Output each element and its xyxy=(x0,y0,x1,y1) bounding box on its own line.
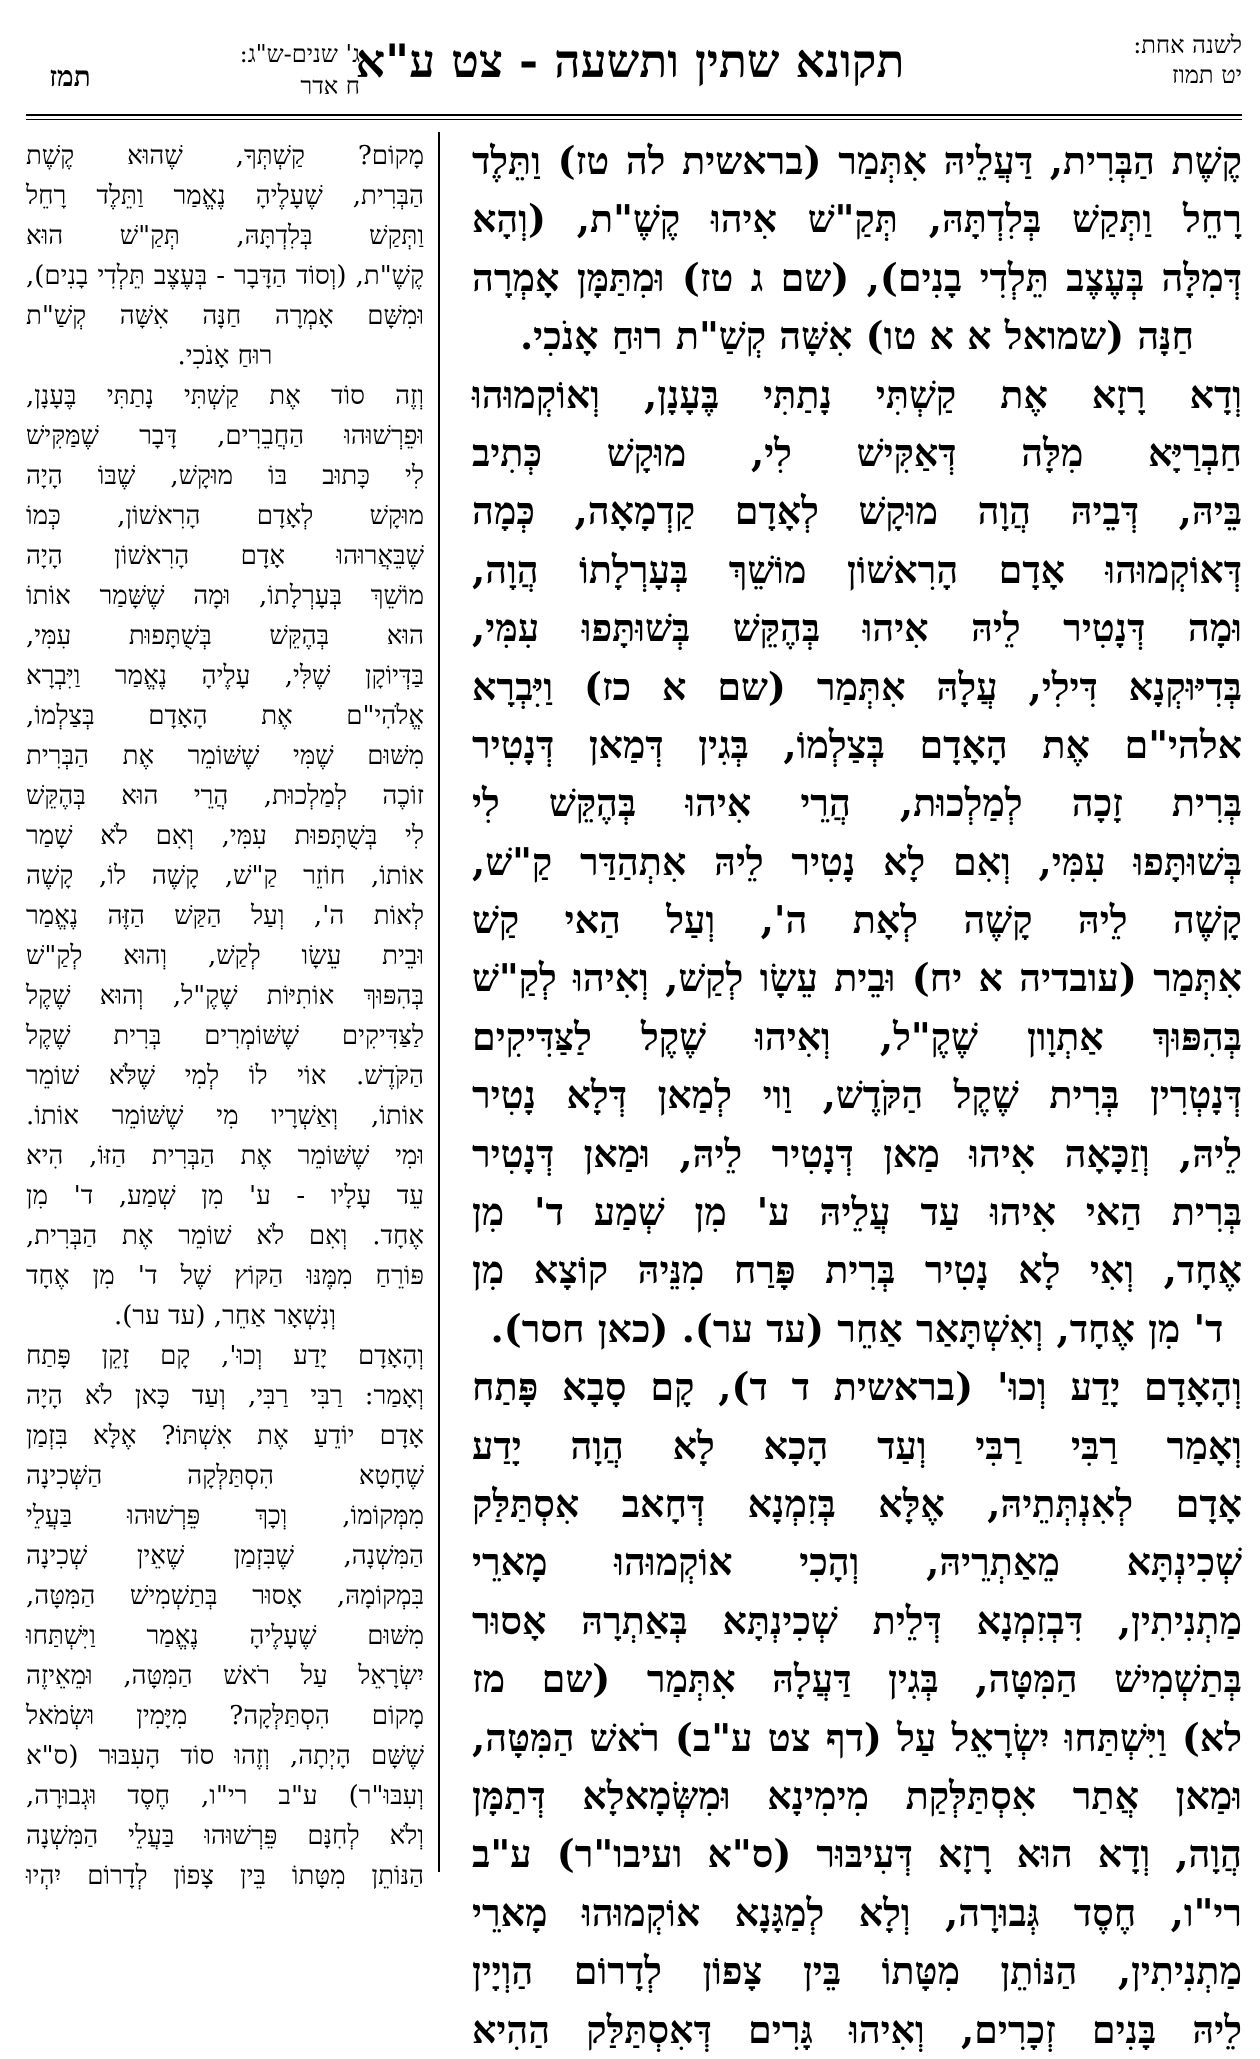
side-line: שֶׁשָּׁם הָיְתָה, וְזֶהוּ סוֹד הָעִבּוּר (ס"א xyxy=(26,1741,424,1771)
side-line: לַצַּדִּיקִים שֶׁשּׁוֹמְרִים בְּרִית שֶׁקֶל xyxy=(26,1021,424,1051)
header-date-one-year xyxy=(1012,30,1242,110)
side-line: קֶשֶׁ"ת, (וְסוֹד הַדָּבָר - בְּעֶצֶב תֵּלְדִי בָנִים), xyxy=(26,261,424,291)
side-line: הַקֹּדֶשׁ. אוֹי לוֹ לְמִי שֶׁלֹּא שׁוֹמֵר xyxy=(26,1061,424,1091)
main-line: וּמַאן אֲתַר אִסְתַּלְּקַת מִימִינָא וּמִשְּׂמָאלָא דְּתַמָּן xyxy=(472,1772,1242,1818)
side-line: זוֹכֶה לְמַלְכוּת, הֲרֵי הוּא בְּהֶקֵּשׁ xyxy=(26,781,424,811)
main-line: אֶחָד, וְאִי לָא נָטִיר בְּרִית פָּרַח מִנֵּיהּ קוֹצָא מִן xyxy=(472,1247,1242,1293)
header-cycle-label: לשנה אחת: xyxy=(1133,31,1242,59)
main-line: בְּתַשְׁמִישׁ הַמִּטָּה, בְּגִין דַּעֲלָהּ אִתְּמַר (שם מז xyxy=(472,1656,1242,1702)
side-line: לִי כָּתוּב בּוֹ מוּקָשׁ, שֶׁבּוֹ הָיָה xyxy=(26,461,424,491)
commentary-column xyxy=(26,136,424,1891)
main-line: בְּרִית זָכָה לְמַלְכוּת, הֲרֵי אִיהוּ בְּהֶקֵּשׁ לִי xyxy=(472,780,1242,826)
main-line: בְּשׁוּתָּפוּ עִמִּי, וְאִם לָא נָטִיר לֵיהּ אִתְהַדַּר קַ"שׁ, xyxy=(472,838,1242,884)
main-line: חַבְרַיָּא מִלָּה דְּאַקִּישׁ לִי, מוּקָשׁ כְּתִיב xyxy=(472,429,1242,475)
column-divider xyxy=(438,132,440,1872)
side-line: וְזֶה סוֹד אֶת קַשְׁתִּי נָתַתִּי בֶּעָנָן, xyxy=(26,381,424,411)
main-line: אָדָם לְאִנְתְּתֵיהּ, אֶלָּא בְּזִמְנָא דְּחָאב אִסְתַּלַּק xyxy=(472,1480,1242,1526)
main-line: וְדָא רָזָא אֶת קַשְׁתִּי נָתַתִּי בֶּעָנָן, וְאוֹקְמוּהוּ xyxy=(472,371,1242,417)
main-line: וְהָאָדָם יָדַע וְכוּ' (בראשית ד ד), קָם סָבָא פָּתַח xyxy=(472,1364,1242,1410)
side-line: מוּקָשׁ לְאָדָם הָרִאשׁוֹן, כְּמוֹ xyxy=(26,501,424,531)
header-cycle-label: ג' שנים-ש"ג: xyxy=(239,40,360,68)
side-line: מָקוֹם? קַשְׁתְּךָ, שֶׁהוּא קֶשֶׁת xyxy=(26,141,424,171)
side-line: וְעִבּוּ"ר) ע"ב רי"ו, חֶסֶד וּגְבוּרָה, xyxy=(26,1781,424,1811)
side-line: וּפֵרְשׁוּהוּ הַחֲבֵרִים, דָּבָר שֶׁמַּקִּישׁ xyxy=(26,421,424,451)
side-line: שֶׁבֵּאֲרוּהוּ אָדָם הָרִאשׁוֹן הָיָה xyxy=(26,541,424,571)
main-line: בְּהִפּוּךְ אַתְוָון שֶׁקֶ"ל, וְאִיהוּ שֶׁקֶל לַצַּדִּיקִים xyxy=(472,1013,1242,1059)
main-line: בְּרִית הַאי אִיהוּ עַד עֲלֵיהּ ע' מִן שְׁמַע ד' מִן xyxy=(472,1189,1242,1235)
main-line: בֵּיהּ, דְּבֵיהּ הֲוָה מוּקָשׁ לְאָדָם קַדְמָאָה, כְּמָה xyxy=(472,488,1242,534)
side-line: מִשּׁוּם שֶׁמִּי שֶׁשּׁוֹמֵר אֶת הַבְּרִית xyxy=(26,741,424,771)
header-date: ח אדר xyxy=(300,72,360,100)
side-line: לִי בְּשֻׁתָּפוּת עִמִּי, וְאִם לֹא שָׁמַר xyxy=(26,821,424,851)
main-line: הֲוָה, וְדָא הוּא רָזָא דְּעִיבּוּר (ס"א ועיבו"ר) ע"ב xyxy=(472,1831,1242,1877)
side-line: מָקוֹם הִסְתַּלְּקָה? מִיָּמִין וּשְׂמֹאל xyxy=(26,1701,424,1731)
side-line: בִּמְקוֹמָהּ, אָסוּר בְּתַשְׁמִישׁ הַמִּטָּה, xyxy=(26,1581,424,1611)
side-line: מִשּׁוּם שֶׁעָלֶיהָ נֶאֱמַר וַיִּשְׁתַּחוּ xyxy=(26,1621,424,1651)
main-line: דְּאוֹקְמוּהוּ אָדָם הָרִאשׁוֹן מוֹשֵׁךְ בְּעָרְלָתוֹ הֲוָה, xyxy=(472,546,1242,592)
side-line: אוֹתוֹ, חוֹזֵר קַ"שׁ, קָשֶׁה לוֹ, קָשֶׁה xyxy=(26,861,424,891)
side-line: בְּהִפּוּךְ אוֹתִיּוֹת שֶׁקֶ"ל, וְהוּא שֶׁקֶל xyxy=(26,981,424,1011)
side-line: הַמִּשְׁנָה, שֶׁבִּזְמַן שֶׁאֵין שְׁכִינָה xyxy=(26,1541,424,1571)
main-line: וּמָה דְּנָטִיר לֵיהּ אִיהוּ בְּהֶקֵּשׁ בְּשׁוּתָּפוּ עִמִּי, xyxy=(472,605,1242,651)
main-line: קֶשֶׁת הַבְּרִית, דַּעֲלֵיהּ אִתְּמַר (בראשית לה טז) וַתֵּלֶד xyxy=(472,138,1242,183)
header-date-three-years xyxy=(120,38,360,118)
side-line: הַנּוֹתֵן מִטָּתוֹ בֵּין צָפוֹן לְדָרוֹם יִהְיוּ xyxy=(26,1861,424,1891)
main-text-column xyxy=(472,132,1242,2052)
main-line: ד' מִן אֶחָד, וְאִשְׁתָּאַר אַחֵר (עד ער). (כאן חסר). xyxy=(490,1305,1224,1351)
main-line: מַתְנִיתִין, הַנּוֹתֵן מִטָּתוֹ בֵּין צָפוֹן לְדָרוֹם הַוְיָין xyxy=(472,1948,1242,1994)
page-number: תמז xyxy=(49,60,91,93)
main-line: דְּמִלָּה בְּעֶצֶב תֵּלְדִי בָנִים), (שם ג טז) וּמִתַּמָּן אָמְרָה xyxy=(472,254,1242,300)
side-line: הוּא בְּהֶקֵּשׁ בְּשֻׁתָּפוּת עִמִּי, xyxy=(26,621,424,651)
main-line: אלהי"ם אֶת הָאָדָם בְּצַלְמוֹ, בְּגִין דְּמַאן דְּנָטִיר xyxy=(472,721,1242,767)
main-line: דְּנָטְרִין בְּרִית שֶׁקֶל הַקֹּדֶשׁ, וַוי לְמַאן דְּלָא נָטִיר xyxy=(472,1072,1242,1118)
side-line: אוֹתוֹ, וְאַשְׁרָיו מִי שֶׁשּׁוֹמֵר אוֹתוֹ. xyxy=(26,1101,424,1131)
main-line: רי"ו, חֶסֶד גְּבוּרָה, וְלָא לְמַגָּנָא אוֹקְמוּהוּ מָארֵי xyxy=(472,1889,1242,1935)
side-line: אֶחָד. וְאִם לֹא שׁוֹמֵר אֶת הַבְּרִית, xyxy=(26,1221,424,1251)
header-rule-thin xyxy=(26,119,1242,120)
side-line: וּבֵית עֵשָׂו לְקַשׁ, וְהוּא לְקַ"שׁ xyxy=(26,941,424,971)
side-line: הַבְּרִית, שֶׁעָלֶיהָ נֶאֱמַר וַתֵּלֶד רָחֵל xyxy=(26,181,424,211)
side-line: וַתְּקַשׁ בְּלִדְתָּהּ, תְּקַ"שׁ הוּא xyxy=(26,221,424,251)
side-line: מִמְּקוֹמוֹ, וְכָךְ פֵּרְשׁוּהוּ בַּעֲלֵי xyxy=(26,1501,424,1531)
side-line: שֶׁחָטָא הִסְתַּלְּקָה הַשְּׁכִינָה xyxy=(26,1461,424,1491)
side-line: בַּדְּיוֹקָן שֶׁלִּי, עָלֶיהָ נֶאֱמַר וַיִּבְרָא xyxy=(26,661,424,691)
side-line: וְאָמַר: רַבִּי רַבִּי, וְעַד כָּאן לֹא הָיָה xyxy=(26,1381,424,1411)
side-line: וְנִשְׁאָר אַחֵר, (עד ער). xyxy=(114,1301,336,1331)
main-line: לא) וַיִּשְׁתַּחוּ יִשְׂרָאֵל עַל (דף צט ע"ב) רֹאשׁ הַמִּטָּה, xyxy=(472,1714,1242,1760)
main-line: לֵיהּ בָּנִים זְכָרִים, וְאִיהוּ גָּרִים דְּאִסְתַּלַּק הַהִיא xyxy=(472,2006,1242,2052)
header-rule xyxy=(26,114,1242,116)
side-line: אֱלֹהִי"ם אֶת הָאָדָם בְּצַלְמוֹ, xyxy=(26,701,424,731)
side-line: לְאוֹת ה', וְעַל הַקַּשׁ הַזֶּה נֶאֱמַר xyxy=(26,901,424,931)
header-date: יט תמוז xyxy=(1171,61,1242,89)
side-line: עֵד עָלָיו - ע' מִן שְׁמַע, ד' מִן xyxy=(26,1181,424,1211)
side-line: וּמִי שֶׁשּׁוֹמֵר אֶת הַבְּרִית הַזּוֹ, הִיא xyxy=(26,1141,424,1171)
main-line: לֵיהּ, וְזַכָּאָה אִיהוּ מַאן דְּנָטִיר לֵיהּ, וּמַאן דְּנָטִיר xyxy=(472,1130,1242,1176)
main-line: חַנָּה (שמואל א א טו) אִשָּׁה קְשַׁ"ת רוּחַ אָנֹכִי. xyxy=(519,313,1195,359)
main-line: שְׁכִינְתָּא מֵאַתְרֵיהּ, וְהָכִי אוֹקְמוּהוּ מָארֵי xyxy=(472,1539,1242,1585)
side-line: אָדָם יוֹדֵעַ אֶת אִשְׁתּוֹ? אֶלָּא בִּזְמַן xyxy=(26,1421,424,1451)
side-line: רוּחַ אָנֹכִי. xyxy=(177,341,273,371)
side-line: וְלֹא לְחִנָּם פֵּרְשׁוּהוּ בַּעֲלֵי הַמִּשְׁנָה xyxy=(26,1821,424,1851)
side-line: יִשְׂרָאֵל עַל רֹאשׁ הַמִּטָּה, וּמֵאֵיזֶה xyxy=(26,1661,424,1691)
page-title: תקונא שתין ותשעה - צט ע"א xyxy=(355,34,905,88)
main-line: בְּדִיּוּקְנָא דִּילִי, עֲלָהּ אִתְּמַר (שם א כז) וַיִּבְרָא xyxy=(472,663,1242,709)
main-line: מַתְנִיתִין, דִּבְזִמְנָא דְּלֵית שְׁכִינְתָּא בְּאַתְרָהּ אָסוּר xyxy=(472,1597,1242,1643)
side-line: וְהָאָדָם יָדַע וְכוּ', קָם זָקֵן פָּתַח xyxy=(26,1341,424,1371)
main-line: רָחֵל וַתְּקַשׁ בְּלִדְתָּהּ, תְּקַ"שׁ אִיהוּ קֶשֶׁ"ת, (וְהָא xyxy=(472,196,1242,242)
main-line: וְאָמַר רַבִּי רַבִּי וְעַד הָכָא לָא הֲוָה יָדַע xyxy=(472,1422,1242,1468)
main-line: אִתְּמַר (עובדיה א יח) וּבֵית עֵשָׂו לְקַשׁ, וְאִיהוּ לְקַ"שׁ xyxy=(472,955,1242,1001)
main-line: קָשֶׁה לֵיהּ קָשֶׁה לְאָת ה', וְעַל הַאי קַשׁ xyxy=(472,897,1242,943)
side-line: וּמִשָּׁם אָמְרָה חַנָּה אִשָּׁה קְשַׁ"ת xyxy=(26,301,424,331)
side-line: פּוֹרֵחַ מִמֶּנּוּ הַקּוֹץ שֶׁל ד' מִן אֶחָד xyxy=(26,1261,424,1291)
side-line: מוֹשֵׁךְ בְּעָרְלָתוֹ, וּמָה שֶׁשָּׁמַר אוֹתוֹ xyxy=(26,581,424,611)
